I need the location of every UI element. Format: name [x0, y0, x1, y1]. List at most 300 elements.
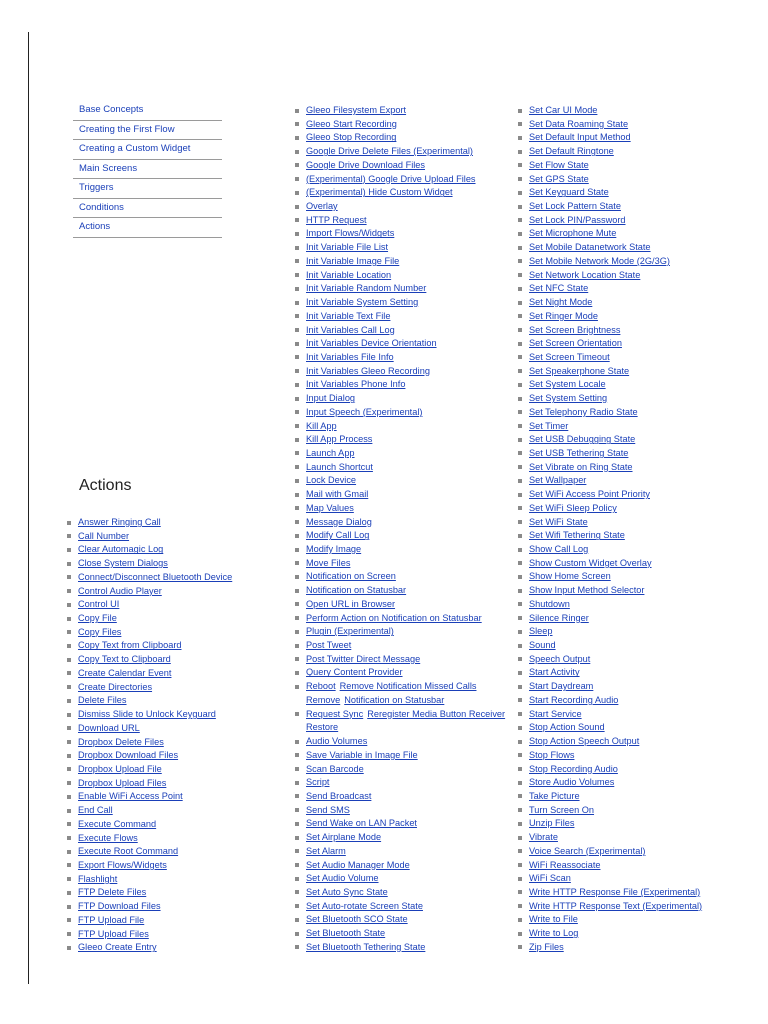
action-link[interactable]: Dismiss Slide to Unlock Keyguard	[78, 709, 216, 720]
list-item	[294, 804, 505, 818]
action-link[interactable]: Set Audio Manager Mode	[306, 859, 410, 870]
square-bullet-icon	[295, 918, 299, 922]
action-link[interactable]: Execute Command	[78, 818, 157, 829]
action-link[interactable]: Mail with Gmail	[306, 489, 369, 500]
action-link[interactable]: Delete Files	[78, 695, 127, 706]
list-item	[294, 653, 505, 667]
list-item	[517, 804, 702, 818]
action-link[interactable]: Reregister Media Button Receiver	[367, 708, 506, 719]
action-link[interactable]: Input Dialog	[306, 393, 356, 404]
list-item	[517, 214, 702, 228]
list-item	[517, 653, 702, 667]
action-link[interactable]: Start Activity	[529, 667, 580, 678]
list-item	[294, 200, 505, 214]
action-link[interactable]: Launch Shortcut	[306, 461, 373, 472]
list-item	[517, 790, 702, 804]
list-item	[66, 900, 232, 914]
list-item	[294, 680, 505, 694]
square-bullet-icon	[295, 259, 299, 263]
action-link[interactable]: Set Alarm	[306, 845, 346, 856]
action-link[interactable]: Set System Setting	[529, 393, 608, 404]
list-item	[517, 831, 702, 845]
list-item	[66, 736, 232, 750]
action-link[interactable]: Launch App	[306, 447, 355, 458]
action-link[interactable]: Post Twitter Direct Message	[306, 653, 421, 664]
list-item	[517, 749, 702, 763]
section-heading: Actions	[79, 477, 132, 494]
action-link[interactable]: Set Telephony Radio State	[529, 406, 638, 417]
nav-item-conditions[interactable]: Conditions	[73, 199, 222, 219]
action-list-column-3	[517, 104, 702, 955]
action-link[interactable]: (Experimental) Hide Custom Widget	[306, 187, 453, 198]
square-bullet-icon	[295, 767, 299, 771]
square-bullet-icon	[295, 246, 299, 250]
list-item	[517, 776, 702, 790]
action-link[interactable]: FTP Delete Files	[78, 887, 147, 898]
action-link[interactable]: Start Service	[529, 708, 582, 719]
square-bullet-icon	[518, 246, 522, 250]
square-bullet-icon	[518, 877, 522, 881]
action-link[interactable]: Notification on Statusbar	[344, 694, 445, 705]
action-link[interactable]: Perform Action on Notification on Statusbar	[306, 612, 482, 623]
nav-item-main-screens[interactable]: Main Screens	[73, 160, 222, 180]
list-item	[517, 186, 702, 200]
list-item	[294, 269, 505, 283]
square-bullet-icon	[295, 575, 299, 579]
action-link[interactable]: Init Variable Random Number	[306, 283, 427, 294]
action-link[interactable]: Set Screen Timeout	[529, 351, 610, 362]
list-item	[294, 900, 505, 914]
square-bullet-icon	[295, 932, 299, 936]
action-link[interactable]: Shutdown	[529, 598, 570, 609]
action-link[interactable]: Copy Text from Clipboard	[78, 640, 182, 651]
list-item	[517, 433, 702, 447]
action-link[interactable]: Connect/Disconnect Bluetooth Device	[78, 571, 233, 582]
action-link[interactable]: Set WiFi State	[529, 516, 588, 527]
action-link[interactable]: Show Custom Widget Overlay	[529, 557, 652, 568]
list-item	[517, 913, 702, 927]
square-bullet-icon	[518, 232, 522, 236]
action-link[interactable]: Stop Recording Audio	[529, 763, 618, 774]
action-link[interactable]: Set Timer	[529, 420, 569, 431]
square-bullet-icon	[518, 301, 522, 305]
square-bullet-icon	[518, 890, 522, 894]
square-bullet-icon	[67, 795, 71, 799]
action-link[interactable]: Set Bluetooth State	[306, 928, 386, 939]
action-link[interactable]: Scan Barcode	[306, 763, 364, 774]
action-link[interactable]: Start Daydream	[529, 681, 594, 692]
list-item	[66, 708, 232, 722]
action-link[interactable]: Google Drive Download Files	[306, 159, 425, 170]
square-bullet-icon	[518, 397, 522, 401]
list-item	[294, 666, 505, 680]
action-link[interactable]: Set Default Ringtone	[529, 146, 614, 157]
action-link[interactable]: Start Recording Audio	[529, 694, 619, 705]
nav-item-creating-custom-widget[interactable]: Creating a Custom Widget	[73, 140, 222, 160]
action-link[interactable]: Call Number	[78, 530, 130, 541]
list-item	[66, 626, 232, 640]
action-link[interactable]: Init Variable System Setting	[306, 297, 419, 308]
square-bullet-icon	[518, 918, 522, 922]
action-link[interactable]: Set Network Location State	[529, 269, 641, 280]
square-bullet-icon	[518, 109, 522, 113]
action-link[interactable]: Voice Search (Experimental)	[529, 845, 646, 856]
action-link[interactable]: Send Wake on LAN Packet	[306, 818, 417, 829]
list-item	[294, 324, 505, 338]
square-bullet-icon	[518, 259, 522, 263]
action-link[interactable]: Write HTTP Response Text (Experimental)	[529, 900, 703, 911]
square-bullet-icon	[295, 273, 299, 277]
action-link[interactable]: Sleep	[529, 626, 553, 637]
square-bullet-icon	[295, 630, 299, 634]
action-link[interactable]: Unzip Files	[529, 818, 575, 829]
list-item	[517, 694, 702, 708]
action-link[interactable]: Init Variable Location	[306, 269, 392, 280]
action-link[interactable]: Input Speech (Experimental)	[306, 406, 423, 417]
list-item	[517, 406, 702, 420]
list-item	[294, 227, 505, 241]
nav-item-triggers[interactable]: Triggers	[73, 179, 222, 199]
list-item	[517, 159, 702, 173]
action-link[interactable]: Init Variables Gleeo Recording	[306, 365, 430, 376]
action-link[interactable]: Set Mobile Datanetwork State	[529, 242, 651, 253]
square-bullet-icon	[295, 863, 299, 867]
action-link[interactable]: Control Audio Player	[78, 585, 162, 596]
action-link[interactable]: End Call	[78, 805, 113, 816]
list-item	[517, 625, 702, 639]
list-item	[517, 900, 702, 914]
square-bullet-icon	[518, 493, 522, 497]
square-bullet-icon	[518, 328, 522, 332]
list-item	[294, 639, 505, 653]
nav-item-base-concepts[interactable]: Base Concepts	[73, 101, 222, 121]
list-item	[517, 666, 702, 680]
action-link[interactable]: Set USB Debugging State	[529, 434, 636, 445]
action-link[interactable]: Send SMS	[306, 804, 350, 815]
action-link[interactable]: Stop Action Sound	[529, 722, 605, 733]
action-link[interactable]: Set Auto-rotate Screen State	[306, 900, 423, 911]
action-link[interactable]: Set WiFi Access Point Priority	[529, 489, 650, 500]
list-item	[517, 337, 702, 351]
list-item	[517, 488, 702, 502]
list-item	[294, 790, 505, 804]
list-item	[517, 447, 702, 461]
square-bullet-icon	[518, 671, 522, 675]
list-item	[517, 735, 702, 749]
square-bullet-icon	[295, 794, 299, 798]
square-bullet-icon	[295, 424, 299, 428]
action-link[interactable]: Set Bluetooth Tethering State	[306, 941, 426, 952]
list-item	[517, 529, 702, 543]
square-bullet-icon	[518, 369, 522, 373]
list-item	[517, 543, 702, 557]
list-item	[294, 859, 505, 873]
action-link[interactable]: Set Car UI Mode	[529, 105, 598, 115]
action-link[interactable]: Write to File	[529, 914, 578, 925]
action-link[interactable]: Send Broadcast	[306, 790, 372, 801]
action-link[interactable]: FTP Download Files	[78, 901, 161, 912]
action-link[interactable]: Query Content Provider	[306, 667, 403, 678]
square-bullet-icon	[295, 383, 299, 387]
action-link[interactable]: Stop Flows	[529, 749, 575, 760]
list-item	[66, 516, 232, 530]
action-link[interactable]: Write to Log	[529, 928, 579, 939]
list-item	[294, 872, 505, 886]
action-link[interactable]: Set NFC State	[529, 283, 589, 294]
action-link[interactable]: Take Picture	[529, 790, 580, 801]
action-link[interactable]: Set GPS State	[529, 173, 589, 184]
square-bullet-icon	[67, 850, 71, 854]
action-link[interactable]: Set Lock Pattern State	[529, 201, 621, 212]
square-bullet-icon	[295, 136, 299, 140]
list-item	[517, 584, 702, 598]
action-link[interactable]: Download URL	[78, 722, 140, 733]
square-bullet-icon	[67, 562, 71, 566]
action-link[interactable]: Overlay	[306, 201, 338, 212]
list-item	[517, 365, 702, 379]
action-link[interactable]: Init Variable File List	[306, 242, 389, 253]
action-link[interactable]: Init Variable Image File	[306, 255, 400, 266]
action-link[interactable]: WiFi Reassociate	[529, 859, 601, 870]
action-link[interactable]: Set USB Tethering State	[529, 447, 629, 458]
action-link[interactable]: Silence Ringer	[529, 612, 589, 623]
action-link[interactable]: Gleeo Stop Recording	[306, 132, 397, 143]
action-link[interactable]: Answer Ringing Call	[78, 517, 161, 527]
list-item	[517, 378, 702, 392]
action-link[interactable]: Set WiFi Sleep Policy	[529, 502, 617, 513]
action-link[interactable]: Remove Notification Missed Calls	[339, 681, 477, 692]
square-bullet-icon	[67, 781, 71, 785]
square-bullet-icon	[295, 561, 299, 565]
square-bullet-icon	[295, 232, 299, 236]
square-bullet-icon	[518, 794, 522, 798]
list-item	[294, 488, 505, 502]
action-link[interactable]: Set Screen Orientation	[529, 338, 622, 349]
square-bullet-icon	[518, 589, 522, 593]
action-link[interactable]: Gleeo Start Recording	[306, 118, 397, 129]
square-bullet-icon	[518, 932, 522, 936]
square-bullet-icon	[295, 397, 299, 401]
action-link[interactable]: Copy File	[78, 613, 117, 624]
action-link[interactable]: Set Wifi Tethering State	[529, 530, 625, 541]
action-link[interactable]: Dropbox Upload Files	[78, 777, 167, 788]
action-link[interactable]: Modify Image	[306, 544, 362, 554]
square-bullet-icon	[518, 644, 522, 648]
list-item	[517, 639, 702, 653]
action-link[interactable]: Set Screen Brightness	[529, 324, 621, 335]
action-link[interactable]: Copy Files	[78, 626, 122, 637]
list-item	[517, 131, 702, 145]
square-bullet-icon	[518, 822, 522, 826]
action-link[interactable]: Init Variable Text File	[306, 310, 391, 321]
action-link[interactable]: FTP Upload Files	[78, 928, 149, 939]
action-link[interactable]: Close System Dialogs	[78, 558, 168, 569]
square-bullet-icon	[518, 657, 522, 661]
action-link[interactable]: Execute Flows	[78, 832, 138, 843]
list-item	[294, 570, 505, 584]
action-link[interactable]: Set Bluetooth SCO State	[306, 914, 408, 925]
list-item	[66, 530, 232, 544]
list-item	[294, 502, 505, 516]
action-link[interactable]: Audio Volumes	[306, 736, 368, 747]
action-link[interactable]: Post Tweet	[306, 640, 352, 651]
list-item	[294, 173, 505, 187]
action-link[interactable]: Set Ringer Mode	[529, 310, 598, 321]
list-item	[66, 777, 232, 791]
square-bullet-icon	[518, 534, 522, 538]
action-link[interactable]: Show Home Screen	[529, 571, 611, 582]
action-link[interactable]: Execute Root Command	[78, 846, 179, 857]
action-link[interactable]: Set System Locale	[529, 379, 606, 390]
action-link[interactable]: Set Mobile Network Mode (2G/3G)	[529, 255, 670, 266]
action-link[interactable]: Export Flows/Widgets	[78, 859, 167, 870]
list-item	[66, 598, 232, 612]
action-link[interactable]: Kill App	[306, 420, 337, 431]
action-link[interactable]: Script	[306, 777, 330, 788]
list-item	[294, 529, 505, 543]
action-link[interactable]: Store Audio Volumes	[529, 777, 615, 788]
action-link[interactable]: (Experimental) Google Drive Upload Files	[306, 173, 476, 184]
list-item	[517, 680, 702, 694]
action-link[interactable]: Request Sync	[306, 708, 364, 719]
action-link[interactable]: Set Microphone Mute	[529, 228, 617, 239]
action-link[interactable]: Write HTTP Response File (Experimental)	[529, 886, 701, 897]
action-link[interactable]: Set Vibrate on Ring State	[529, 461, 633, 472]
action-link[interactable]: Init Variables Device Orientation	[306, 338, 437, 349]
action-link[interactable]: Notification on Screen	[306, 571, 396, 582]
list-item	[294, 131, 505, 145]
action-link[interactable]: Lock Device	[306, 475, 357, 486]
action-link[interactable]: Map Values	[306, 502, 354, 513]
action-link[interactable]: Set Speakerphone State	[529, 365, 630, 376]
nav-item-creating-first-flow[interactable]: Creating the First Flow	[73, 121, 222, 141]
action-link[interactable]: Show Input Method Selector	[529, 585, 645, 596]
square-bullet-icon	[295, 781, 299, 785]
action-link[interactable]: Gleeo Filesystem Export	[306, 105, 407, 115]
action-link[interactable]: Remove	[306, 694, 341, 705]
square-bullet-icon	[295, 685, 299, 689]
list-item	[294, 516, 505, 530]
action-link[interactable]: Set Auto Sync State	[306, 886, 388, 897]
action-link[interactable]: Open URL in Browser	[306, 598, 396, 609]
square-bullet-icon	[67, 891, 71, 895]
topic-nav	[73, 101, 222, 238]
square-bullet-icon	[67, 905, 71, 909]
square-bullet-icon	[518, 753, 522, 757]
action-link[interactable]: Stop Action Speech Output	[529, 736, 640, 747]
list-item	[66, 804, 232, 818]
action-link[interactable]: Set Default Input Method	[529, 132, 631, 143]
list-item	[294, 145, 505, 159]
action-link[interactable]: Copy Text to Clipboard	[78, 654, 171, 665]
list-item	[66, 818, 232, 832]
square-bullet-icon	[295, 657, 299, 661]
action-link[interactable]: Modify Call Log	[306, 530, 370, 541]
list-item	[517, 173, 702, 187]
action-link[interactable]: Show Call Log	[529, 544, 589, 554]
action-link[interactable]: Dropbox Download Files	[78, 750, 179, 761]
list-item	[517, 118, 702, 132]
list-item	[66, 941, 232, 955]
action-link[interactable]: Init Variables File Info	[306, 351, 394, 362]
action-link[interactable]: Notification on Statusbar	[306, 585, 407, 596]
square-bullet-icon	[518, 205, 522, 209]
action-link[interactable]: Flashlight	[78, 873, 118, 884]
action-link[interactable]: Turn Screen On	[529, 804, 595, 815]
action-link[interactable]: Set Flow State	[529, 159, 589, 170]
nav-item-actions[interactable]: Actions	[73, 218, 222, 238]
action-link[interactable]: Set Keyguard State	[529, 187, 609, 198]
square-bullet-icon	[295, 342, 299, 346]
action-link[interactable]: Set Airplane Mode	[306, 832, 382, 843]
list-item	[66, 873, 232, 887]
square-bullet-icon	[295, 205, 299, 209]
action-link[interactable]: Message Dialog	[306, 516, 372, 527]
square-bullet-icon	[295, 904, 299, 908]
square-bullet-icon	[518, 191, 522, 195]
action-link[interactable]: HTTP Request	[306, 214, 367, 225]
action-link[interactable]: FTP Upload File	[78, 914, 145, 925]
action-link[interactable]: Set Wallpaper	[529, 475, 587, 486]
action-link[interactable]: Plugin (Experimental)	[306, 626, 394, 637]
action-link[interactable]: Set Audio Volume	[306, 873, 379, 884]
square-bullet-icon	[67, 836, 71, 840]
action-link[interactable]: Import Flows/Widgets	[306, 228, 395, 239]
square-bullet-icon	[295, 369, 299, 373]
action-link[interactable]: Dropbox Delete Files	[78, 736, 164, 747]
action-link[interactable]: Set Data Roaming State	[529, 118, 629, 129]
action-link[interactable]: Control UI	[78, 599, 120, 610]
action-link[interactable]: Move Files	[306, 557, 351, 568]
action-link[interactable]: Google Drive Delete Files (Experimental)	[306, 146, 473, 157]
square-bullet-icon	[295, 301, 299, 305]
action-link[interactable]: Kill App Process	[306, 434, 373, 445]
list-item	[66, 749, 232, 763]
action-link[interactable]: Dropbox Upload File	[78, 763, 162, 774]
action-link[interactable]: Zip Files	[529, 941, 564, 952]
action-link[interactable]: WiFi Scan	[529, 873, 571, 884]
list-item	[517, 296, 702, 310]
action-link[interactable]: Init Variables Phone Info	[306, 379, 406, 390]
action-link[interactable]: Enable WiFi Access Point	[78, 791, 183, 802]
action-link[interactable]: Reboot	[306, 681, 336, 692]
square-bullet-icon	[518, 465, 522, 469]
action-link[interactable]: Save Variable in Image File	[306, 749, 418, 760]
action-link[interactable]: Create Directories	[78, 681, 153, 692]
list-item	[66, 585, 232, 599]
square-bullet-icon	[518, 314, 522, 318]
action-link[interactable]: Sound	[529, 640, 556, 651]
action-link[interactable]: Vibrate	[529, 832, 558, 843]
square-bullet-icon	[295, 451, 299, 455]
action-link[interactable]: Clear Automagic Log	[78, 544, 164, 555]
action-link[interactable]: Create Calendar Event	[78, 667, 172, 678]
square-bullet-icon	[518, 712, 522, 716]
list-item	[66, 557, 232, 571]
list-item	[517, 817, 702, 831]
list-item	[294, 433, 505, 447]
action-link[interactable]: Set Night Mode	[529, 297, 593, 308]
action-link[interactable]: Speech Output	[529, 653, 591, 664]
square-bullet-icon	[295, 890, 299, 894]
square-bullet-icon	[518, 163, 522, 167]
action-link[interactable]: Gleeo Create Entry	[78, 942, 157, 953]
action-link[interactable]: Set Lock PIN/Password	[529, 214, 626, 225]
list-item	[294, 776, 505, 790]
action-link[interactable]: Restore	[306, 722, 339, 733]
action-link[interactable]: Init Variables Call Log	[306, 324, 395, 335]
square-bullet-icon	[518, 218, 522, 222]
